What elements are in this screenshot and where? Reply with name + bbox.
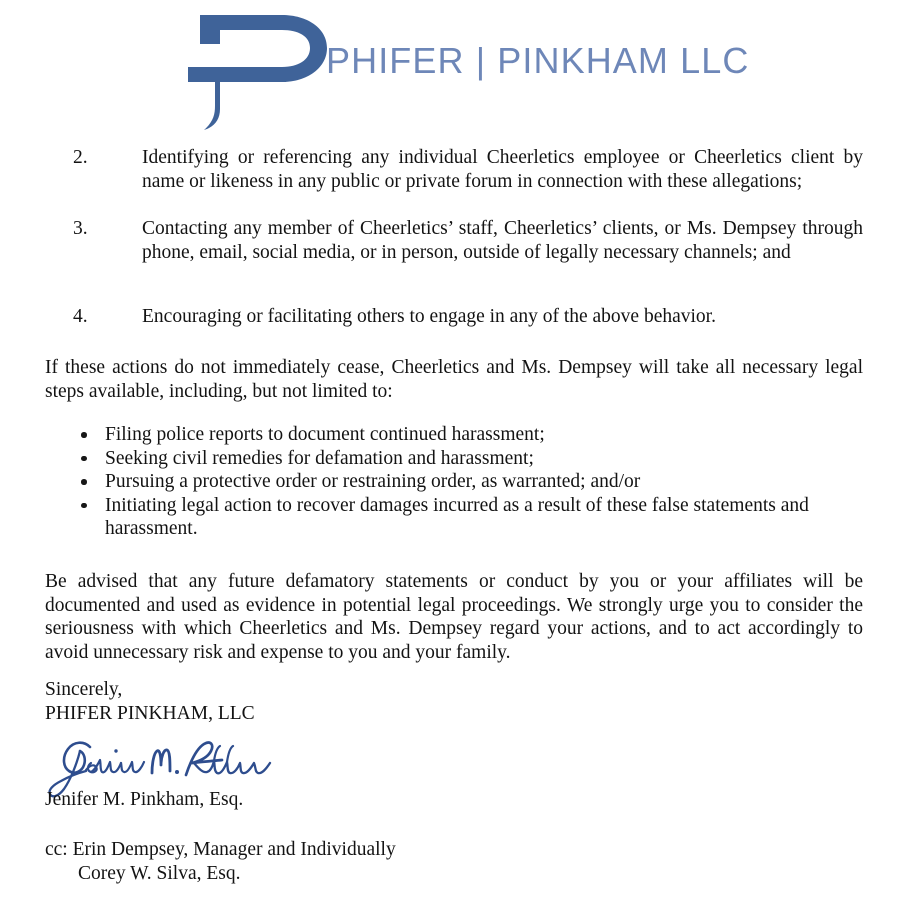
list-item-text: Initiating legal action to recover damages incurred as a result of these false statements and harassment.	[105, 494, 809, 539]
cc-recipient-1: cc: Erin Dempsey, Manager and Individually	[45, 839, 396, 860]
numbered-item-4-text: Encouraging or facilitating others to engage in any of the above behavior.	[142, 306, 716, 327]
intro-paragraph: If these actions do not immediately cease, Cheerletics and Ms. Dempsey will take all necessary legal steps available, including, but not limited to:	[45, 357, 863, 402]
numbered-item-3-number: 3.	[73, 218, 88, 239]
bullet-icon	[81, 432, 87, 438]
numbered-item-3-text: Contacting any member of Cheerletics’ staff, Cheerletics’ clients, or Ms. Dempsey through phone, email, social media, or in person, outside of legally necessary channels; and	[142, 218, 863, 263]
list-item	[45, 494, 863, 541]
cc-recipient-2: Corey W. Silva, Esq.	[78, 863, 241, 884]
list-item-text: Seeking civil remedies for defamation and harassment;	[105, 447, 534, 469]
cc-block	[45, 838, 396, 886]
numbered-item-3	[45, 217, 863, 264]
firm-wordmark: PHIFER | PINKHAM LLC	[326, 40, 750, 81]
numbered-item-4-number: 4.	[73, 306, 88, 327]
list-item	[45, 447, 863, 471]
numbered-item-2-number: 2.	[73, 147, 88, 168]
numbered-item-4	[45, 305, 863, 329]
list-item-text: Filing police reports to document continued harassment;	[105, 424, 545, 445]
list-item	[45, 470, 863, 494]
signature-block	[45, 678, 545, 725]
numbered-item-2	[45, 146, 863, 193]
remedies-list	[45, 423, 863, 541]
phifer-pinkham-p-logo-icon	[186, 14, 332, 130]
bullet-icon	[81, 503, 87, 509]
list-item	[45, 423, 863, 447]
numbered-item-2-text: Identifying or referencing any individual Cheerletics employee or Cheerletics client by name or likeness in any public or private forum in connection with these allegations;	[142, 147, 863, 192]
letterhead	[0, 0, 911, 132]
signer-name: Jenifer M. Pinkham, Esq.	[45, 789, 244, 810]
bullet-icon	[81, 456, 87, 462]
bullet-icon	[81, 479, 87, 485]
closing-paragraph: Be advised that any future defamatory statements or conduct by you or your affiliates will be documented and used as evidence in potential legal proceedings. We strongly urge you to consider the seriousness with which Cheerletics and Ms. Dempsey regard your actions, and to act accordingly to avoid unnecessary risk and expense to you and your family.	[45, 571, 863, 663]
closing-salutation: Sincerely,	[45, 679, 123, 700]
list-item-text: Pursuing a protective order or restraining order, as warranted; and/or	[105, 471, 641, 492]
firm-name: PHIFER PINKHAM, LLC	[45, 702, 255, 724]
